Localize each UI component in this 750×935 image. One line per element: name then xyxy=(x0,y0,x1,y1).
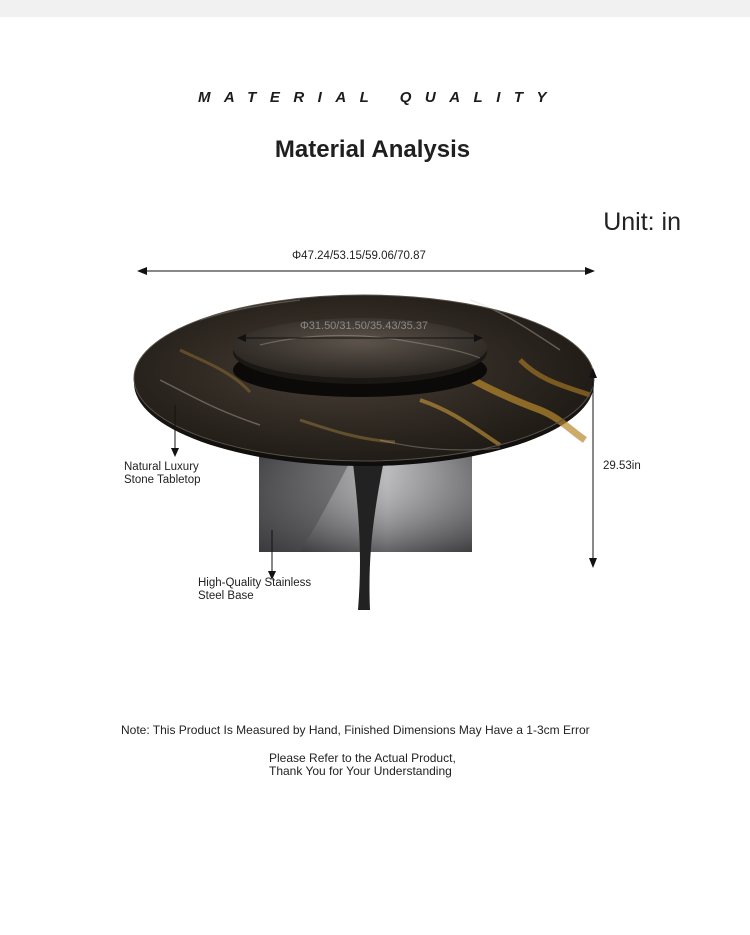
base-callout-line2: Steel Base xyxy=(198,590,254,602)
refer-line1: Please Refer to the Actual Product, xyxy=(269,751,456,765)
page-title: Material Analysis xyxy=(274,136,471,163)
height-label: 29.53in xyxy=(603,460,641,472)
base-callout xyxy=(198,577,311,603)
section-kicker: MATERIAL QUALITY xyxy=(197,89,561,106)
tabletop-callout-line2: Stone Tabletop xyxy=(124,474,201,486)
measurement-note: Note: This Product Is Measured by Hand, Finished Dimensions May Have a 1-3cm Error xyxy=(121,723,590,737)
inner-diameter-label: Φ31.50/31.50/35.43/35.37 xyxy=(300,320,429,332)
diameter-arrow xyxy=(137,267,595,275)
unit-label: Unit: in xyxy=(603,208,681,236)
refer-line2: Thank You for Your Understanding xyxy=(269,764,452,778)
tabletop-callout xyxy=(124,461,201,487)
refer-note xyxy=(269,752,456,778)
outer-diameter-label: Φ47.24/53.15/59.06/70.87 xyxy=(292,250,426,262)
base-callout-line1: High-Quality Stainless xyxy=(198,577,312,589)
tabletop-callout-line1: Natural Luxury xyxy=(124,461,199,473)
